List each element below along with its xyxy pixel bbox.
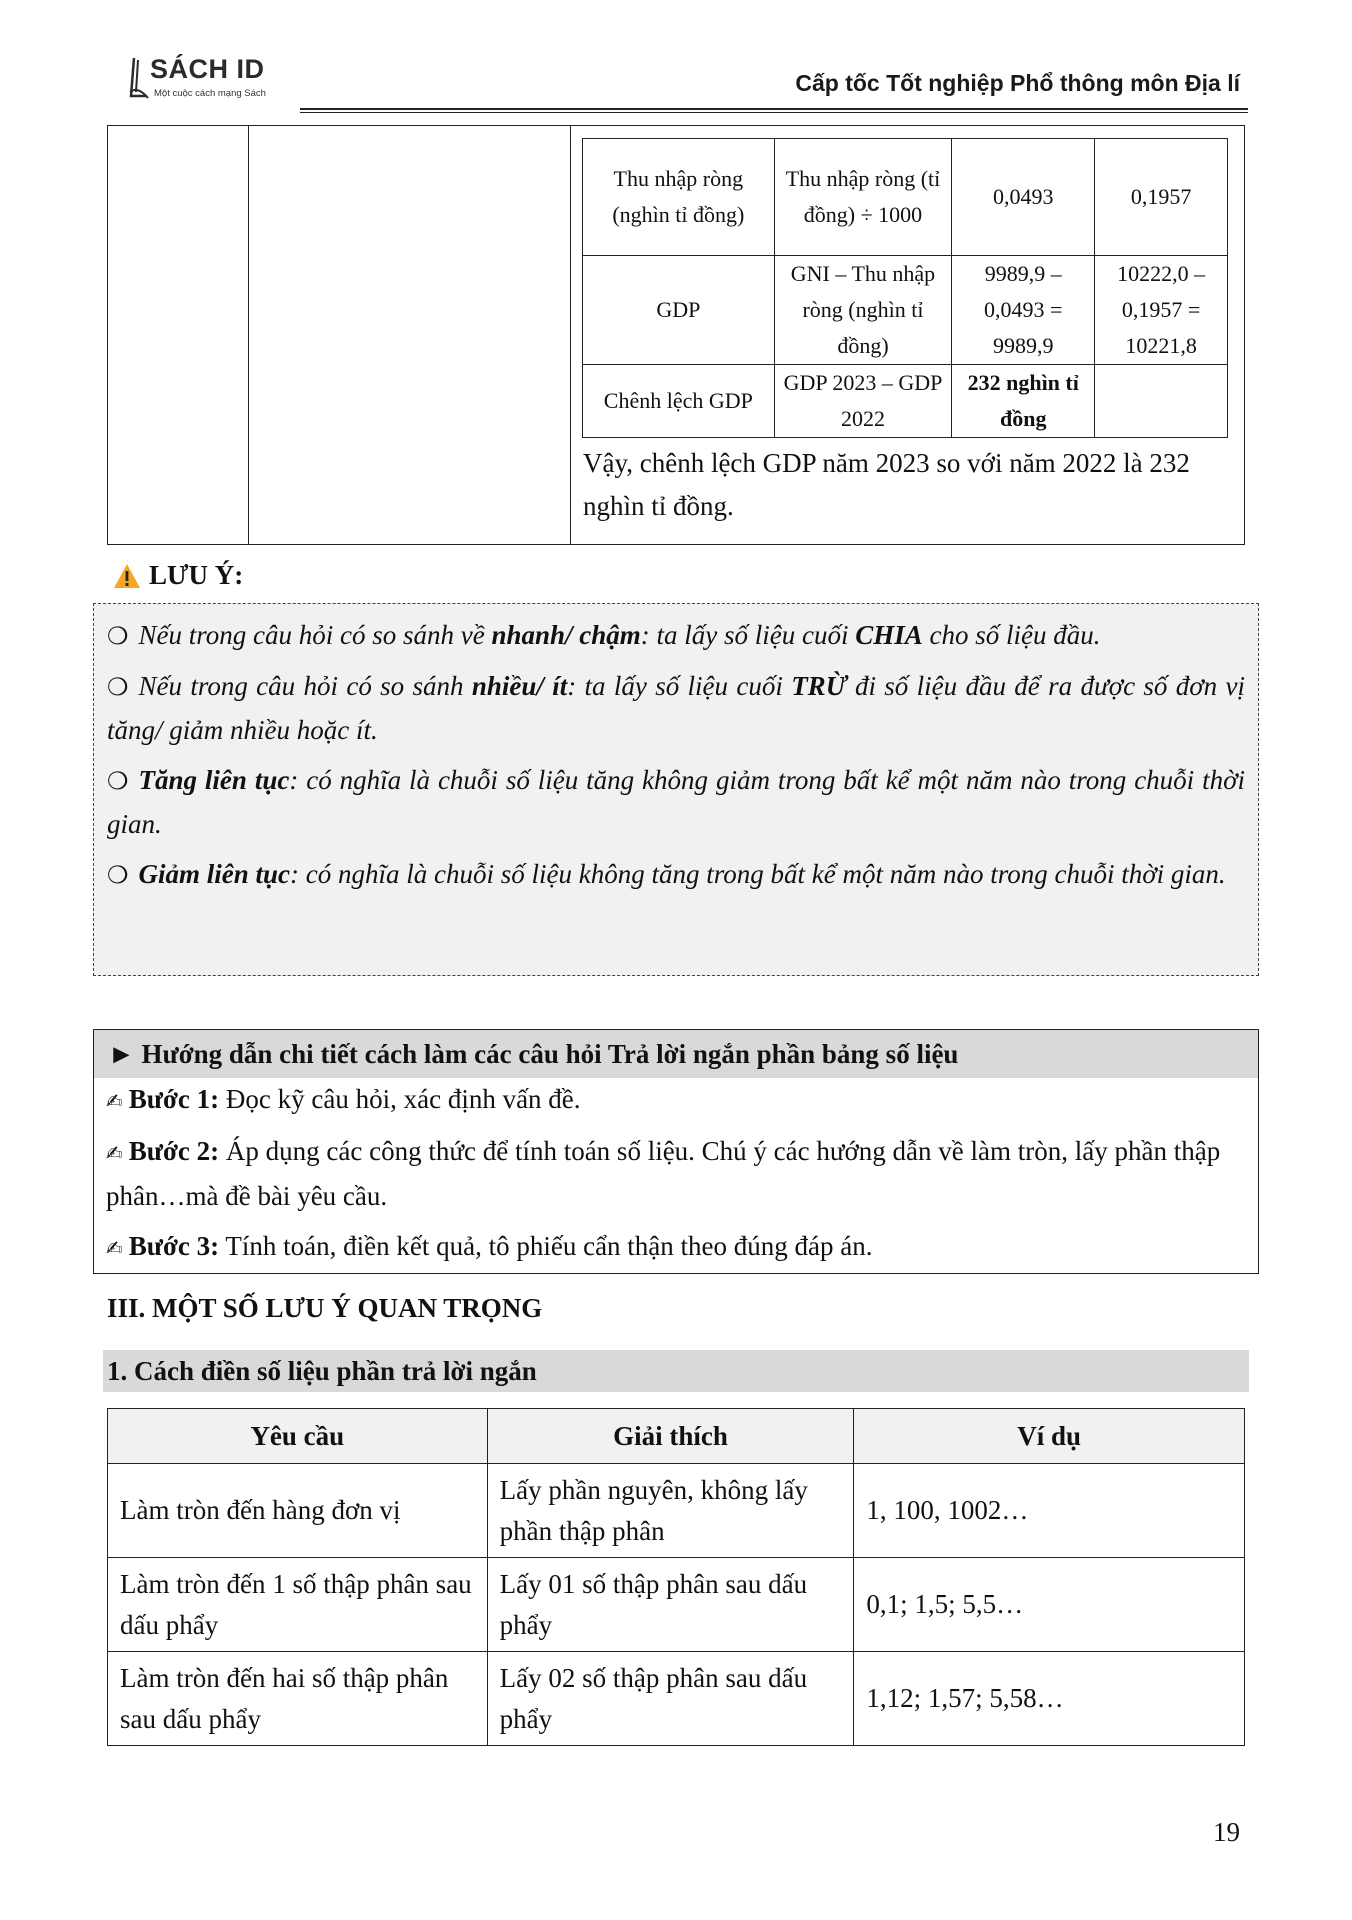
value-2022: 0,0493 bbox=[952, 139, 1095, 256]
column-divider bbox=[248, 126, 249, 544]
warning-icon bbox=[113, 563, 141, 589]
guide-heading bbox=[94, 1030, 1258, 1078]
table-row bbox=[583, 365, 1228, 438]
table-row bbox=[108, 1464, 1245, 1558]
value-2023: 10222,0 – 0,1957 = 10221,8 bbox=[1095, 256, 1228, 365]
gdp-difference-result: 232 nghìn tỉ đồng bbox=[952, 365, 1095, 438]
triangle-right-icon: ► bbox=[108, 1039, 135, 1069]
requirement-cell: Làm tròn đến hai số thập phân sau dấu phẩy bbox=[108, 1652, 488, 1746]
guide-title: Hướng dẫn chi tiết cách làm các câu hỏi Trả lời ngắn phần bảng số liệu bbox=[141, 1039, 959, 1069]
column-header: Ví dụ bbox=[854, 1409, 1245, 1464]
column-divider bbox=[570, 126, 571, 544]
circle-bullet-icon: ❍ bbox=[107, 622, 129, 650]
row-formula: GNI – Thu nhập ròng (nghìn tỉ đồng) bbox=[774, 256, 952, 365]
column-header: Giải thích bbox=[487, 1409, 854, 1464]
note-item: ❍ Tăng liên tục: có nghĩa là chuỗi số liệu tăng không giảm trong bất kể một năm nào trong chuỗi thời gian. bbox=[107, 765, 1245, 839]
row-formula: Thu nhập ròng (tỉ đồng) ÷ 1000 bbox=[774, 139, 952, 256]
example-cell: 1, 100, 1002… bbox=[854, 1464, 1245, 1558]
example-cell: 1,12; 1,57; 5,58… bbox=[854, 1652, 1245, 1746]
note-box bbox=[93, 603, 1259, 976]
explanation-cell: Lấy phần nguyên, không lấy phần thập phân bbox=[487, 1464, 854, 1558]
guide-step: ✍ Bước 2: Áp dụng các công thức để tính toán số liệu. Chú ý các hướng dẫn về làm tròn, lấy phần thập phân…mà đề bài yêu cầu. bbox=[106, 1136, 1221, 1211]
writing-hand-icon: ✍ bbox=[106, 1236, 123, 1260]
table-header-row bbox=[108, 1409, 1245, 1464]
note-item: ❍ Nếu trong câu hỏi có so sánh về nhanh/ chậm: ta lấy số liệu cuối CHIA cho số liệu đầu. bbox=[107, 620, 1101, 650]
conclusion-text: Vậy, chênh lệch GDP năm 2023 so với năm 2022 là 232 nghìn tỉ đồng. bbox=[583, 448, 1190, 521]
logo-tagline: Một cuộc cách mạng Sách bbox=[154, 88, 266, 99]
writing-hand-icon: ✍ bbox=[106, 1141, 123, 1165]
explanation-cell: Lấy 02 số thập phân sau dấu phẩy bbox=[487, 1652, 854, 1746]
gdp-calculation-table bbox=[582, 138, 1228, 438]
section-heading: III. MỘT SỐ LƯU Ý QUAN TRỌNG bbox=[107, 1293, 543, 1323]
value-2023 bbox=[1095, 365, 1228, 438]
requirement-cell: Làm tròn đến 1 số thập phân sau dấu phẩy bbox=[108, 1558, 488, 1652]
guide-box bbox=[93, 1029, 1259, 1274]
value-2023: 0,1957 bbox=[1095, 139, 1228, 256]
requirement-cell: Làm tròn đến hàng đơn vị bbox=[108, 1464, 488, 1558]
circle-bullet-icon: ❍ bbox=[107, 767, 129, 795]
header-divider bbox=[300, 108, 1248, 113]
table-row bbox=[108, 1558, 1245, 1652]
row-label: Thu nhập ròng (nghìn tỉ đồng) bbox=[583, 139, 775, 256]
row-label: GDP bbox=[583, 256, 775, 365]
row-formula: GDP 2023 – GDP 2022 bbox=[774, 365, 952, 438]
logo bbox=[128, 54, 298, 104]
rounding-rules-table bbox=[107, 1408, 1245, 1746]
circle-bullet-icon: ❍ bbox=[107, 673, 129, 701]
header-title: Cấp tốc Tốt nghiệp Phổ thông môn Địa lí bbox=[795, 70, 1240, 96]
circle-bullet-icon: ❍ bbox=[107, 861, 129, 889]
explanation-cell: Lấy 01 số thập phân sau dấu phẩy bbox=[487, 1558, 854, 1652]
table-row bbox=[583, 256, 1228, 365]
page-number: 19 bbox=[1213, 1817, 1240, 1847]
table-row bbox=[108, 1652, 1245, 1746]
logo-text: SÁCH ID bbox=[150, 54, 265, 84]
guide-step: ✍ Bước 3: Tính toán, điền kết quả, tô phiếu cẩn thận theo đúng đáp án. bbox=[106, 1231, 873, 1261]
column-header: Yêu cầu bbox=[108, 1409, 488, 1464]
book-logo-icon bbox=[128, 56, 150, 100]
row-label: Chênh lệch GDP bbox=[583, 365, 775, 438]
table-row bbox=[583, 139, 1228, 256]
writing-hand-icon: ✍ bbox=[106, 1089, 123, 1113]
note-item: ❍ Giảm liên tục: có nghĩa là chuỗi số liệu không tăng trong bất kể một năm nào trong chuỗi thời gian. bbox=[107, 859, 1226, 889]
note-title: LƯU Ý: bbox=[149, 560, 244, 590]
example-cell: 0,1; 1,5; 5,5… bbox=[854, 1558, 1245, 1652]
value-2022: 9989,9 – 0,0493 = 9989,9 bbox=[952, 256, 1095, 365]
guide-step: ✍ Bước 1: Đọc kỹ câu hỏi, xác định vấn đề. bbox=[106, 1084, 581, 1114]
note-heading bbox=[113, 560, 243, 591]
subsection-heading: 1. Cách điền số liệu phần trả lời ngắn bbox=[103, 1350, 1249, 1392]
note-item: ❍ Nếu trong câu hỏi có so sánh nhiều/ ít: ta lấy số liệu cuối TRỪ đi số liệu đầu để ra được số đơn vị tăng/ giảm nhiều hoặc ít. bbox=[107, 671, 1245, 745]
